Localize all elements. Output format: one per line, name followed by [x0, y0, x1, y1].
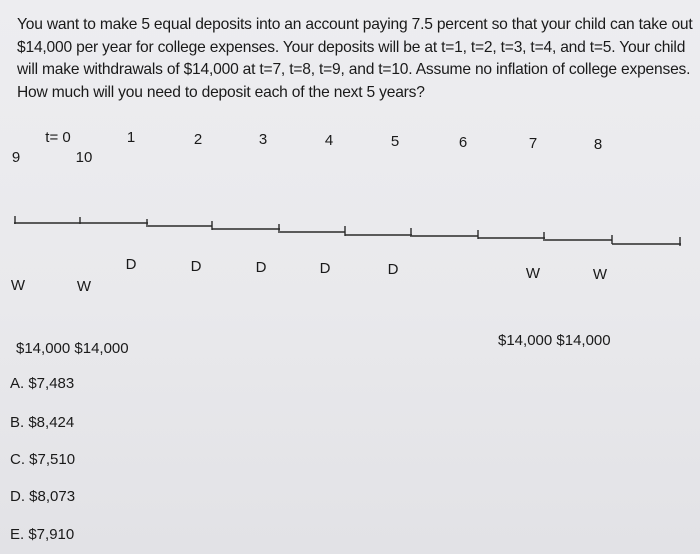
tick-label-3: 3 [258, 131, 268, 148]
tick-label-6: 6 [458, 134, 468, 151]
deposit-label-3: D [255, 259, 267, 276]
answer-choice-b[interactable]: B. $8,424 [10, 414, 75, 431]
deposit-label-2: D [190, 258, 202, 275]
answer-choice-d[interactable]: D. $8,073 [10, 488, 76, 505]
withdrawal-amounts-left: $14,000 $14,000 [16, 340, 129, 357]
tick-label-4: 4 [324, 132, 334, 149]
deposit-label-5: D [387, 261, 399, 278]
withdrawal-label-9: W [10, 277, 26, 294]
tick-label-8: 8 [593, 136, 603, 153]
deposit-label-4: D [319, 260, 331, 277]
answer-choice-a[interactable]: A. $7,483 [10, 375, 75, 392]
withdrawal-label-10: W [76, 278, 92, 295]
withdrawal-amounts-right: $14,000 $14,000 [498, 332, 611, 349]
question-text: You want to make 5 equal deposits into an account paying 7.5 percent so that your child can take out $14,000 per year for college expenses. Your deposits will be at t=1, t=2, t=3, t=4, and t=5. Your child will make withdrawals of $14,000 at t=7, t=8, t=9, and t=10. Assume no inflation of college expenses. How much will you need to deposit each of the next 5 years? [17, 16, 693, 101]
timeline-axis [0, 215, 700, 255]
answer-choice-c[interactable]: C. $7,510 [10, 451, 76, 468]
answer-choice-e[interactable]: E. $7,910 [10, 526, 75, 543]
tick-label-9: 9 [11, 149, 21, 166]
withdrawal-label-8: W [592, 266, 608, 283]
withdrawal-label-7: W [525, 265, 541, 282]
tick-label-t0: t= 0 [45, 129, 71, 146]
tick-label-10: 10 [75, 149, 93, 166]
tick-label-5: 5 [390, 133, 400, 150]
tick-label-7: 7 [528, 135, 538, 152]
tick-label-1: 1 [126, 129, 136, 146]
deposit-label-1: D [125, 256, 137, 273]
tick-label-2: 2 [193, 131, 203, 148]
